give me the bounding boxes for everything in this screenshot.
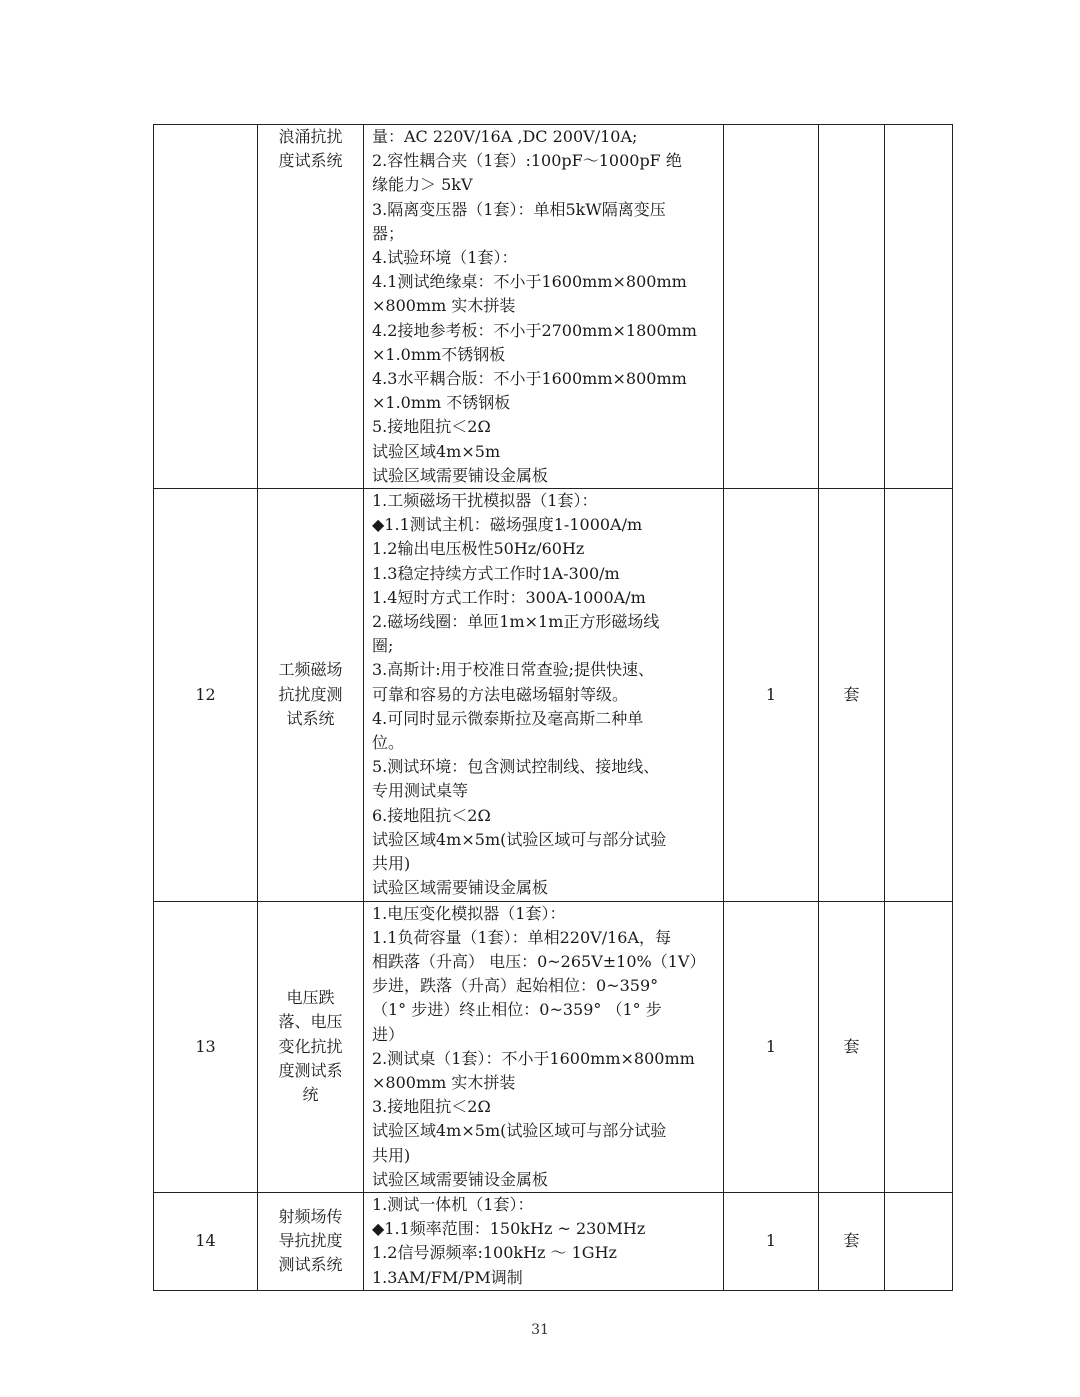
spec-line: 3.隔离变压器（1套）：单相5kW隔离变压 (372, 199, 666, 219)
spec-line: 试验区域4m×5m (372, 441, 501, 461)
spec-line: 1.电压变化模拟器（1套）： (372, 903, 566, 923)
spec-line: 1.2输出电压极性50Hz/60Hz (372, 539, 585, 559)
quantity-cell (724, 125, 819, 489)
spec-line: ×800mm 实木拼装 (372, 1072, 516, 1092)
item-name-line: 抗扰度测 (278, 684, 343, 704)
spec-line: ◆1.1频率范围：150kHz ~ 230MHz (372, 1219, 646, 1239)
page-number: 31 (531, 1322, 549, 1338)
item-name-line: 度试系统 (278, 151, 343, 171)
item-name-line: 电压跌 (286, 988, 335, 1008)
item-name-line: 落、电压 (278, 1012, 343, 1032)
spec-line: ×800mm 实木拼装 (372, 296, 516, 316)
spec-line: ◆1.1测试主机：磁场强度1-1000A/m (372, 515, 643, 535)
unit-cell: 套 (819, 1192, 885, 1290)
table-row (154, 125, 953, 489)
item-name-line: 工频磁场 (278, 660, 343, 680)
spec-line: 器； (372, 223, 405, 243)
spec-line: 步进，跌落（升高）起始相位：0~359° (372, 976, 659, 996)
spec-line: 试验区域需要铺设金属板 (372, 465, 549, 485)
spec-line: 量：AC 220V/16A ,DC 200V/10A; (372, 127, 638, 146)
spec-line: 位。 (372, 733, 405, 753)
item-name-line: 导抗扰度 (278, 1231, 343, 1251)
spec-line: （1° 步进）终止相位：0~359° （1° 步 (372, 1000, 662, 1020)
spec-line: 缘能力＞ 5kV (372, 175, 473, 195)
spec-line: 5.测试环境：包含测试控制线、接地线、 (372, 757, 660, 777)
spec-line: 1.3AM/FM/PM调制 (372, 1267, 523, 1287)
item-name-line: 试系统 (286, 708, 335, 728)
item-number-cell: 14 (154, 1192, 258, 1290)
item-name-line: 射频场传 (278, 1207, 343, 1227)
quantity-cell: 1 (724, 489, 819, 901)
unit-cell (819, 125, 885, 489)
spec-line: 2.容性耦合夹（1套）:100pF～1000pF 绝 (372, 151, 682, 171)
spec-line: 4.3水平耦合版：不小于1600mm×800mm (372, 369, 687, 389)
remarks-cell (885, 901, 953, 1192)
equipment-spec-table (153, 124, 953, 1291)
item-number-cell: 13 (154, 901, 258, 1192)
spec-line: 5.接地阻抗＜2Ω (372, 417, 491, 437)
item-name-line: 变化抗扰 (278, 1036, 343, 1056)
spec-line: 1.4短时方式工作时：300A-1000A/m (372, 587, 646, 607)
spec-line: 4.1测试绝缘桌：不小于1600mm×800mm (372, 272, 687, 292)
spec-line: 共用) (372, 1145, 411, 1165)
spec-line: 可靠和容易的方法电磁场辐射等级。 (372, 684, 629, 704)
item-name-line: 度测试系 (278, 1060, 343, 1080)
spec-line: 共用) (372, 854, 411, 874)
unit-cell: 套 (819, 489, 885, 901)
spec-line: 进） (372, 1024, 405, 1044)
table-row (154, 489, 953, 901)
item-name-line: 测试系统 (278, 1255, 343, 1275)
spec-line: 3.接地阻抗＜2Ω (372, 1097, 491, 1117)
item-spec-cell (364, 125, 724, 489)
spec-line: 4.2接地参考板：不小于2700mm×1800mm (372, 320, 697, 340)
spec-line: ×1.0mm 不锈钢板 (372, 393, 511, 413)
table-row (154, 901, 953, 1192)
item-name-cell (258, 489, 364, 901)
item-name-cell (258, 125, 364, 489)
item-name-cell (258, 901, 364, 1192)
spec-line: 试验区域需要铺设金属板 (372, 1169, 549, 1189)
quantity-cell: 1 (724, 901, 819, 1192)
spec-line: 1.1负荷容量（1套）：单相220V/16A，每 (372, 927, 672, 947)
spec-line: 圈; (372, 636, 394, 656)
spec-line: 2.测试桌（1套）：不小于1600mm×800mm (372, 1048, 695, 1068)
spec-line: 1.测试一体机（1套）： (372, 1194, 534, 1214)
item-name-line: 浪涌抗扰 (278, 127, 343, 146)
spec-line: 3.高斯计:用于校准日常查验;提供快速、 (372, 660, 655, 680)
quantity-cell: 1 (724, 1192, 819, 1290)
table-row (154, 1192, 953, 1290)
remarks-cell (885, 489, 953, 901)
spec-line: 1.3稳定持续方式工作时1A-300/m (372, 563, 620, 583)
spec-line: 试验区域4m×5m(试验区域可与部分试验 (372, 829, 667, 849)
spec-line: ×1.0mm不锈钢板 (372, 344, 506, 364)
remarks-cell (885, 1192, 953, 1290)
spec-line: 1.工频磁场干扰模拟器（1套）： (372, 491, 598, 511)
spec-line: 试验区域4m×5m(试验区域可与部分试验 (372, 1121, 667, 1141)
item-name-cell (258, 1192, 364, 1290)
spec-line: 相跌落（升高） 电压：0~265V±10%（1V） (372, 951, 706, 971)
spec-line: 4.可同时显示微泰斯拉及毫高斯二种单 (372, 708, 644, 728)
item-spec-cell (364, 489, 724, 901)
item-name-line: 统 (302, 1085, 319, 1105)
spec-line: 4.试验环境（1套）： (372, 248, 518, 268)
spec-line: 2.磁场线圈：单匝1m×1m正方形磁场线 (372, 612, 660, 632)
table-body (154, 125, 953, 1291)
item-spec-cell (364, 901, 724, 1192)
remarks-cell (885, 125, 953, 489)
spec-line: 6.接地阻抗＜2Ω (372, 805, 491, 825)
item-number-cell: 12 (154, 489, 258, 901)
unit-cell: 套 (819, 901, 885, 1192)
spec-line: 专用测试桌等 (372, 781, 469, 801)
item-spec-cell (364, 1192, 724, 1290)
spec-line: 试验区域需要铺设金属板 (372, 878, 549, 898)
item-number-cell (154, 125, 258, 489)
spec-line: 1.2信号源频率:100kHz ～ 1GHz (372, 1243, 617, 1263)
